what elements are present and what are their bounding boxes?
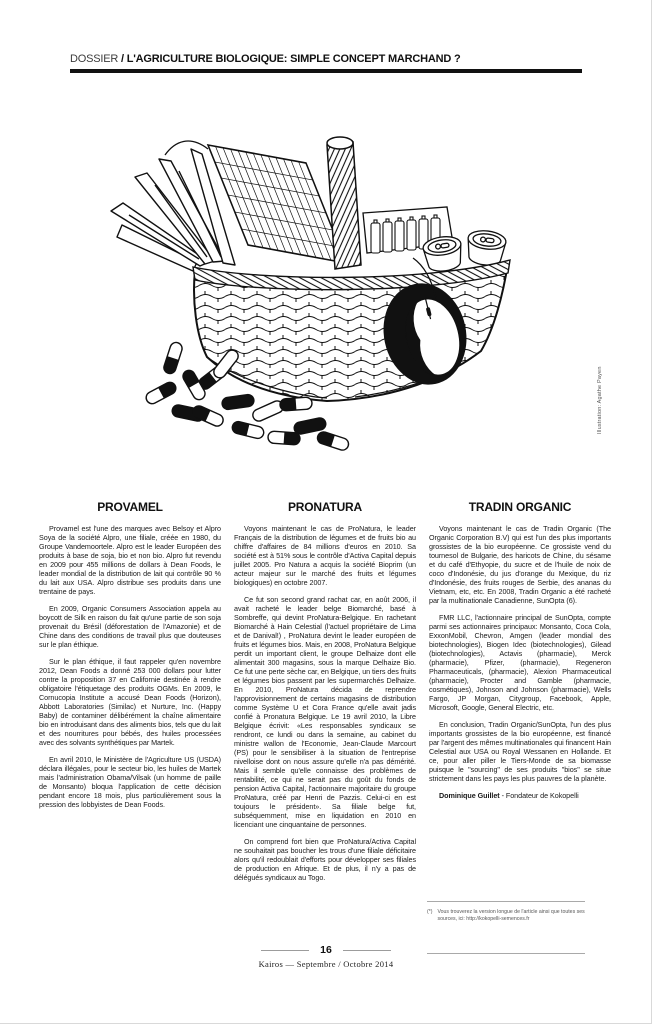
footnote-text: Vous trouverez la version longue de l'article ainsi que toutes ses sources, ici: http://kokopelli-semences.fr	[437, 909, 585, 922]
column-tradin-organic	[429, 500, 611, 890]
column-heading-tradin-organic: TRADIN ORGANIC	[468, 500, 572, 514]
paragraph: Ce fut son second grand rachat car, en août 2006, il avait racheté le leader belge Biomarché, basé à Sombreffe, qui devint ProNatura-Belgique. En rachetant Biomarché à Hain Celestial (l'actuel propriétaire de Lima et de Danival!) , ProNatura devint le leader européen de fruits et légumes bios. Mais, en 2008, ProNatura Belgique perdit un important client, le groupe Delhaize dont elle alimentait 300 magasins, sous la marque Delhaize Bio. Ce fut une perte sèche car, en Belgique, un tiers des fruits et légumes bios passent par les supermarchés Delhaize. En 2010, ProNatura décida de reprendre l'approvisionnement de certains magasins de distribution comme Système U et Cora France qu'elle avait jadis confié à Pronatura Belgique. Le 19 avril 2010, la Libre Belgique écrivit: «Les responsables syndicaux se rendront, ce lundi ou dans la semaine, au cabinet du ministre wallon de l'Economie, Jean-Claude Marcourt (PS) pour le sensibiliser à la situation de l'entreprise nivelloise dont on nous assure qu'elle n'a pas démérité. Mais il semble qu'elle connaisse des problèmes de rentabilité, ce qui ne serait pas du goût du fonds de pension Activa Capital, l'actionnaire majoritaire du groupe ProNatura, créé par Henri de Pazzis. Celui-ci en est toujours le président». Sa filiale belge fut, subséquemment, mise en liquidation en 2010 en licenciant une cinquantaine de personnes.	[234, 595, 416, 829]
dossier-kicker: DOSSIER	[70, 53, 119, 65]
author-role: - Fondateur de Kokopelli	[499, 791, 579, 800]
illustration-credit: Illustration: Agathe Payen	[597, 366, 603, 434]
paragraph: On comprend fort bien que ProNatura/Activa Capital ne souhaitait pas boucher les trous d'une filiale déficitaire alors qu'il redoublait d'efforts pour développer ses filiales de production en Afrique. Et de plus, il n'y a pas de délégués syndicaux au Togo.	[234, 837, 416, 882]
page-number-row	[0, 944, 652, 956]
paragraph: FMR LLC, l'actionnaire principal de SunOpta, compte parmi ses actionnaires principaux: Monsanto, Coca Cola, ExxonMobil, Chevron, Amgen (leader mondial des biotechnologies), Biogen Idec (biotechnologies), Gilead (biotechnologies), Actavis (pharmacie), Merck (pharmacie), Pfizer, (pharmacie), Regeneron Pharmaceuticals, (pharmacie), Alexion Pharmaceutical (pharmacie), Procter and Gamble (pharmacie, cosmétiques), Johnson and Johnson (pharmacie), Wells Fargo, JP Morgan, Citygroup, Facebook, Apple, Microsoft, Google, General Electric, etc.	[429, 613, 611, 712]
page-number: 16	[320, 944, 332, 956]
column-heading-provamel: PROVAMEL	[97, 500, 163, 514]
paragraph: En avril 2010, le Ministère de l'Agriculture US (USDA) déclara illégales, pour le secteur bio, les huiles de Martek mais l'administration Obama/Vilsak (un homme de paille de Monsanto) bloqua l'application de cette décision pendant encore 18 mois, plus particulièrement sous la pression des lobbyistes de Dean Foods.	[39, 755, 221, 809]
column-heading-pronatura: PRONATURA	[288, 500, 362, 514]
page-number-rule-right	[343, 950, 391, 951]
column-provamel	[39, 500, 221, 890]
paragraph: En 2009, Organic Consumers Association appela au boycott de Silk en raison du fait qu'une partie de son soja provenait du Brésil (déforestation de l'Amazonie) et de Chine dans des conditions de travail plus que douteuses sur le plan éthique.	[39, 604, 221, 649]
paragraph: Sur le plan éthique, il faut rappeler qu'en novembre 2012, Dean Foods a donné 253 000 dollars pour lutter contre la proposition 37 en Californie destinée à rendre obligatoire l'étiquetage des produits OGMs. En 2009, le Cornucopia Institute a accusé Dean Foods (Horizon), Abbott Laboratories (Similac) et Nurture, Inc. (Happy Baby) de contaminer délibérément la chaîne alimentaire bio en introduisant dans des aliments bios, tels que du lait et des nourritures pour bébés, des huiles processées avec des solvants synthétiques par Martek.	[39, 657, 221, 747]
author-signature	[429, 791, 611, 800]
header-rule	[70, 69, 582, 73]
basket-illustration	[95, 115, 565, 465]
keyboard-cable	[165, 141, 208, 155]
paragraph: En conclusion, Tradin Organic/SunOpta, l'un des plus importants grossistes de la bio européenne, est financé par l'argent des mêmes multinationales qui financent Hain Celestial aux USA ou Royal Wessanen en Hollande. Et ce, pour aller piller le Tiers-Monde de sa biomasse puisque le "sourcing" de ses produits "bios" se situe strictement dans les pays les plus pauvres de la planète.	[429, 720, 611, 783]
dossier-title-line	[70, 53, 582, 65]
paragraph: Voyons maintenant le cas de ProNatura, le leader Français de la distribution de légumes et de fruits bio au chiffre d'affaires de 84 millions d'euros en 2010. Sa société est à 51% sous le contrôle d'Activa Capital depuis juillet 2005. Pro Natura a acquis la société Bioprim (un acteur majeur sur le marché des fruits et légumes biologiques) en octobre 2007.	[234, 524, 416, 587]
paragraph: Provamel est l'une des marques avec Belsoy et Alpro Soya de la société Alpro, une filiale, créée en 1980, du Groupe Vandemoortele. Alpro est le leader Européen des produits à base de soja, bio et non bio. Alpro fut revendu en 2009 pour 455 millions de dollars à Dean Foods, le leader mondial de la distribution de lait qui contrôle 90 % du lait aux USA. Alpro distribue ses produits dans une trentaine de pays.	[39, 524, 221, 596]
footnote-marker: (*)	[427, 909, 433, 915]
author-name: Dominique Guillet	[439, 791, 500, 800]
dossier-header	[70, 53, 582, 73]
paragraph: Voyons maintenant le cas de Tradin Organic (The Organic Corporation B.V) qui est l'un des plus importants grossistes de la bio européenne. Ce grossiste vend du tournesol de Bulgarie, des haricots de Chine, du sésame et du café d'Ethyopie, du sucre et de l'huile de noix de coco d'Indonésie, du jus d'orange du Mexique, du riz d'Indonésie, des fruits rouges de Serbie, des ananas du Vietnam, etc, etc. En 2008, Tradin Organic a été racheté par la multinationale Canadienne, SunOpta (6).	[429, 524, 611, 605]
basket-illustration-svg	[95, 115, 565, 465]
article-columns	[39, 500, 611, 890]
journal-line: Kairos — Septembre / Octobre 2014	[258, 959, 394, 969]
dossier-headline: / L'AGRICULTURE BIOLOGIQUE: SIMPLE CONCEPT MARCHAND ?	[118, 53, 461, 65]
page-number-rule-left	[261, 950, 309, 951]
column-pronatura	[234, 500, 416, 890]
